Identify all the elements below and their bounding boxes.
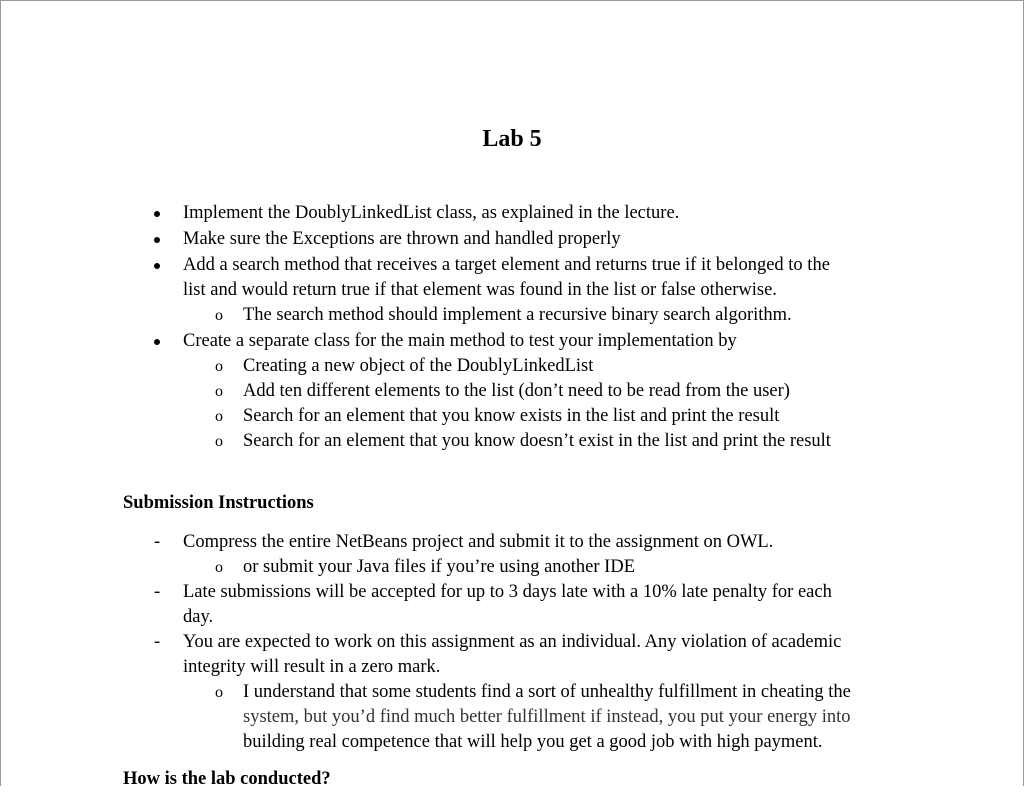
sub-bullet-icon: o [215,433,223,450]
submission-item-late-line1: Late submissions will be accepted for up to 3 days late with a 10% late penalty for each [183,582,832,602]
dash-icon: - [154,582,161,602]
task-item-implement: Implement the DoublyLinkedList class, as explained in the lecture. [183,203,680,223]
bullet-icon [154,263,160,269]
task-item-main-class: Create a separate class for the main method to test your implementation by [183,331,737,351]
sub-bullet-icon: o [215,307,223,324]
sub-bullet-icon: o [215,358,223,375]
dash-icon: - [154,632,161,652]
bullet-icon [154,339,160,345]
submission-item-individual-line2: integrity will result in a zero mark. [183,657,441,677]
sub-bullet-icon: o [215,684,223,701]
task-subitem-search-not-exists: Search for an element that you know doesn’t exist in the list and print the result [243,431,831,451]
submission-item-compress: Compress the entire NetBeans project and submit it to the assignment on OWL. [183,532,774,552]
dash-icon: - [154,532,161,552]
sub-bullet-icon: o [215,408,223,425]
bullet-icon [154,237,160,243]
task-item-search-line1: Add a search method that receives a target element and returns true if it belonged to the [183,255,830,275]
task-subitem-create-object: Creating a new object of the DoublyLinkedList [243,356,594,376]
submission-subitem-integrity-line3: building real competence that will help you get a good job with high payment. [243,732,823,752]
task-subitem-add-elements: Add ten different elements to the list (don’t need to be read from the user) [243,381,790,401]
submission-heading: Submission Instructions [123,493,314,513]
task-subitem-binary-search: The search method should implement a recursive binary search algorithm. [243,305,792,325]
sub-bullet-icon: o [215,559,223,576]
submission-subitem-java-files: or submit your Java files if you’re using another IDE [243,557,636,577]
submission-item-late-line2: day. [183,607,214,627]
sub-bullet-icon: o [215,383,223,400]
task-item-exceptions: Make sure the Exceptions are thrown and handled properly [183,229,621,249]
submission-item-individual-line1: You are expected to work on this assignment as an individual. Any violation of academic [183,632,842,652]
task-subitem-search-exists: Search for an element that you know exists in the list and print the result [243,406,780,426]
submission-subitem-integrity-line2: system, but you’d find much better fulfillment if instead, you put your energy into [243,707,851,727]
page-title: Lab 5 [482,126,542,152]
lab-conduct-heading: How is the lab conducted? [123,769,331,789]
bullet-icon [154,211,160,217]
task-item-search-line2: list and would return true if that element was found in the list or false otherwise. [183,280,777,300]
submission-subitem-integrity-line1: I understand that some students find a sort of unhealthy fulfillment in cheating the [243,682,851,702]
